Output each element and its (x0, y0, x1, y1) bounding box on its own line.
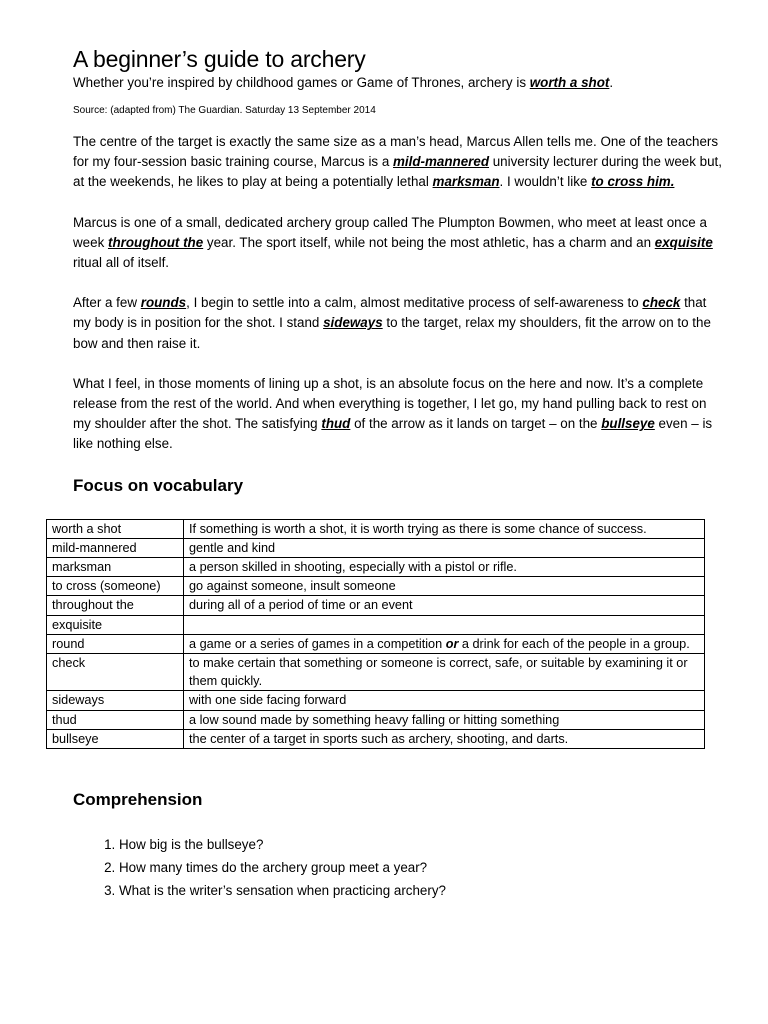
term-cell: throughout the (47, 596, 184, 615)
term-cell: mild-mannered (47, 538, 184, 557)
table-row (47, 691, 705, 710)
table-row (47, 654, 705, 691)
term-cell: exquisite (47, 615, 184, 634)
keyword-exquisite: exquisite (654, 234, 713, 250)
text: What I feel, in those moments of lining up a shot, is an absolute focus on the here and now. It’s a complete release from the rest of the world. And when everything is together, I let go, my hand pulling back to rest on my shoulder after the shot. The satisfying (73, 375, 707, 432)
term-cell: to cross (someone) (47, 577, 184, 596)
keyword-sideways: sideways (323, 315, 383, 331)
table-row (47, 615, 705, 634)
definition-cell (184, 615, 705, 634)
definition-cell: go against someone, insult someone (184, 577, 705, 596)
table-row (47, 596, 705, 615)
vocabulary-heading: Focus on vocabulary (73, 475, 244, 495)
question-list (73, 833, 723, 902)
paragraph-1 (73, 132, 723, 193)
text: . I wouldn’t like (499, 174, 592, 190)
subtitle (73, 74, 723, 92)
keyword-bullseye: bullseye (601, 416, 655, 432)
table-row (47, 710, 705, 729)
keyword-marksman: marksman (432, 174, 500, 190)
list-item: 3. What is the writer’s sensation when practicing archery? (119, 879, 723, 902)
vocabulary-table (46, 519, 705, 749)
table-row (47, 634, 705, 653)
table-row (47, 558, 705, 577)
term-cell: worth a shot (47, 519, 184, 538)
text: a drink for each of the people in a group. (458, 636, 690, 651)
definition-cell: a person skilled in shooting, especially with a pistol or rifle. (184, 558, 705, 577)
table-row (47, 577, 705, 596)
comprehension-heading: Comprehension (73, 790, 203, 810)
paragraph-4 (73, 374, 723, 455)
text: university lecturer during the week but, at the weekends, he likes to play at being a potentially lethal (73, 154, 722, 190)
paragraph-3 (73, 293, 723, 354)
list-item: 1. How big is the bullseye? (119, 833, 723, 856)
keyword-check: check (642, 295, 681, 311)
keyword-mild-mannered: mild-mannered (393, 154, 489, 170)
term-cell: check (47, 654, 184, 691)
article-body (73, 132, 723, 455)
definition-cell: gentle and kind (184, 538, 705, 557)
definition-cell: to make certain that something or someone is correct, safe, or suitable by examining it or them quickly. (184, 654, 705, 691)
page-title: A beginner’s guide to archery (73, 46, 366, 72)
subtitle-text: Whether you’re inspired by childhood games or Game of Thrones, archery is (73, 75, 530, 90)
keyword-rounds: rounds (140, 295, 187, 311)
keyword-thud: thud (321, 416, 351, 432)
subtitle-end: . (609, 75, 614, 90)
text: to the target, relax my shoulders, fit the arrow on to the bow and then raise it. (73, 315, 711, 351)
text: that my body is in position for the shot. I stand (73, 295, 707, 331)
keyword-throughout-the: throughout the (107, 234, 204, 250)
table-row (47, 538, 705, 557)
definition-cell: with one side facing forward (184, 691, 705, 710)
definition-cell: If something is worth a shot, it is worth trying as there is some chance of success. (184, 519, 705, 538)
source-line: Source: (adapted from) The Guardian. Saturday 13 September 2014 (73, 105, 376, 116)
or-emphasis: or (445, 636, 459, 651)
text: a game or a series of games in a competition (189, 636, 446, 651)
paragraph-2 (73, 213, 723, 274)
term-cell: marksman (47, 558, 184, 577)
definition-cell (184, 634, 705, 653)
keyword-to-cross-him: to cross him. (591, 174, 675, 190)
text: ritual all of itself. (73, 255, 170, 271)
text: After a few (73, 295, 141, 311)
text: Marcus is one of a small, dedicated archery group called The Plumpton Bowmen, who meet at least once a week (73, 214, 707, 250)
table-row (47, 729, 705, 748)
definition-cell: during all of a period of time or an event (184, 596, 705, 615)
text: even – is like nothing else. (73, 416, 713, 452)
term-cell: bullseye (47, 729, 184, 748)
text: of the arrow as it lands on target – on the (350, 416, 602, 432)
text: The centre of the target is exactly the same size as a man’s head, Marcus Allen tells me. One of the teachers for my four-session basic training course, Marcus is a (73, 134, 719, 170)
keyword-worth-a-shot: worth a shot (529, 75, 610, 90)
list-item: 2. How many times do the archery group meet a year? (119, 856, 723, 879)
table-row (47, 519, 705, 538)
text: year. The sport itself, while not being the most athletic, has a charm and an (203, 234, 655, 250)
definition-cell: a low sound made by something heavy falling or hitting something (184, 710, 705, 729)
document-page (52, 44, 723, 902)
term-cell: round (47, 634, 184, 653)
term-cell: thud (47, 710, 184, 729)
text: , I begin to settle into a calm, almost meditative process of self-awareness to (186, 295, 643, 311)
term-cell: sideways (47, 691, 184, 710)
definition-cell: the center of a target in sports such as archery, shooting, and darts. (184, 729, 705, 748)
